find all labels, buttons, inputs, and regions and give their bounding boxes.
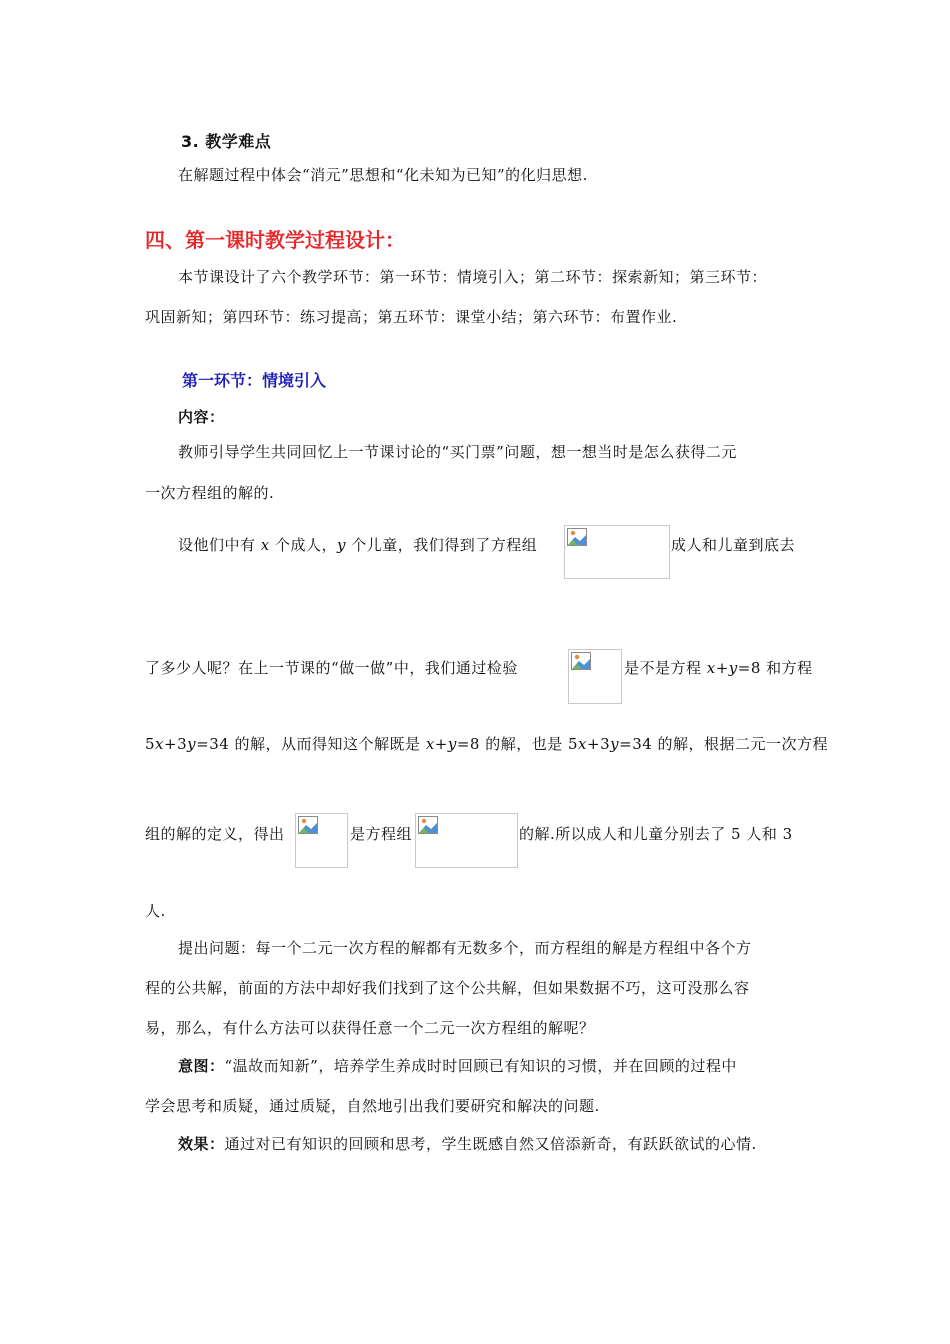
broken-image-icon — [571, 652, 591, 670]
solution-image-2 — [295, 813, 348, 868]
broken-image-icon — [418, 816, 438, 834]
var-x: x — [260, 536, 270, 554]
para2-text-before — [178, 534, 537, 555]
intent-line1 — [178, 1055, 737, 1076]
question-line2: 程的公共解，前面的方法中却好我们找到了这个公共解，但如果数据不巧，这可没那么容 — [145, 979, 750, 997]
text-fragment: 个儿童，我们得到了方程组 — [346, 536, 538, 554]
effect-text: 通过对已有知识的回顾和思考，学生既感自然又倍添新奇，有跃跃欲试的心情. — [224, 1135, 757, 1153]
intent-line2: 学会思考和质疑，通过质疑，自然地引出我们要研究和解决的问题. — [145, 1097, 600, 1115]
equation-xy: x+y — [425, 735, 457, 753]
intro-line-1: 本节课设计了六个教学环节：第一环节：情境引入；第二环节：探索新知；第三环节： — [178, 268, 768, 286]
intent-label: 意图： — [178, 1057, 225, 1075]
para1-line1: 教师引导学生共同回忆上一节课讨论的“买门票”问题，想一想当时是怎么获得二元 — [178, 443, 737, 461]
broken-image-icon — [567, 528, 587, 546]
para5-text-b: 是方程组 — [350, 825, 413, 843]
text-fragment: =34 的解，从而得知这个解既是 — [196, 735, 426, 753]
equation-xy: x+y — [706, 659, 738, 677]
section-heading-process: 四、第一课时教学过程设计： — [145, 228, 405, 252]
effect-label: 效果： — [178, 1135, 225, 1153]
difficulty-text: 在解题过程中体会“消元”思想和“化未知为已知”的化归思想. — [178, 166, 588, 184]
broken-image-icon — [298, 816, 318, 834]
text-fragment: =34 的解，根据二元一次方程 — [619, 735, 829, 753]
para5-text-c: 的解.所以成人和儿童分别去了 5 人和 3 — [519, 825, 793, 843]
para3-text-after — [624, 657, 813, 678]
text-fragment: 个成人， — [269, 536, 338, 554]
content-label: 内容： — [178, 408, 225, 426]
text-fragment: +3 — [164, 735, 188, 753]
para5-text-a: 组的解的定义，得出 — [145, 825, 285, 843]
var-y: y — [337, 536, 347, 554]
question-line1: 提出问题：每一个二元一次方程的解都有无数多个，而方程组的解是方程组中各个方 — [178, 939, 752, 957]
para4 — [145, 733, 828, 754]
text-fragment: +3 — [587, 735, 611, 753]
var-y: y — [610, 735, 620, 753]
para6: 人. — [145, 902, 166, 920]
equation-system-image-2 — [415, 813, 518, 868]
text-fragment: =8 的解，也是 5 — [456, 735, 579, 753]
var-x: x — [155, 735, 165, 753]
step1-heading: 第一环节：情境引入 — [182, 371, 327, 390]
text-fragment: 设他们中有 — [178, 536, 261, 554]
section-heading-difficulty: 3. 教学难点 — [181, 132, 272, 151]
var-y: y — [187, 735, 197, 753]
question-line3: 易，那么，有什么方法可以获得任意一个二元一次方程组的解呢？ — [145, 1019, 595, 1037]
equation-system-image-1 — [564, 525, 670, 579]
intro-line-2: 巩固新知；第四环节：练习提高；第五环节：课堂小结；第六环节：布置作业. — [145, 308, 678, 326]
para3-text-before: 了多少人呢？在上一节课的“做一做”中，我们通过检验 — [145, 659, 518, 677]
para2-text-after: 成人和儿童到底去 — [671, 536, 796, 554]
solution-image-1 — [568, 649, 622, 704]
var-x: x — [578, 735, 588, 753]
intent-text: “温故而知新”，培养学生养成时时回顾已有知识的习惯，并在回顾的过程中 — [224, 1057, 737, 1075]
para1-line2: 一次方程组的解的. — [145, 484, 275, 502]
text-fragment: 是不是方程 — [624, 659, 707, 677]
text-fragment: 5 — [145, 735, 156, 753]
text-fragment: =8 和方程 — [737, 659, 813, 677]
effect-line — [178, 1133, 757, 1154]
